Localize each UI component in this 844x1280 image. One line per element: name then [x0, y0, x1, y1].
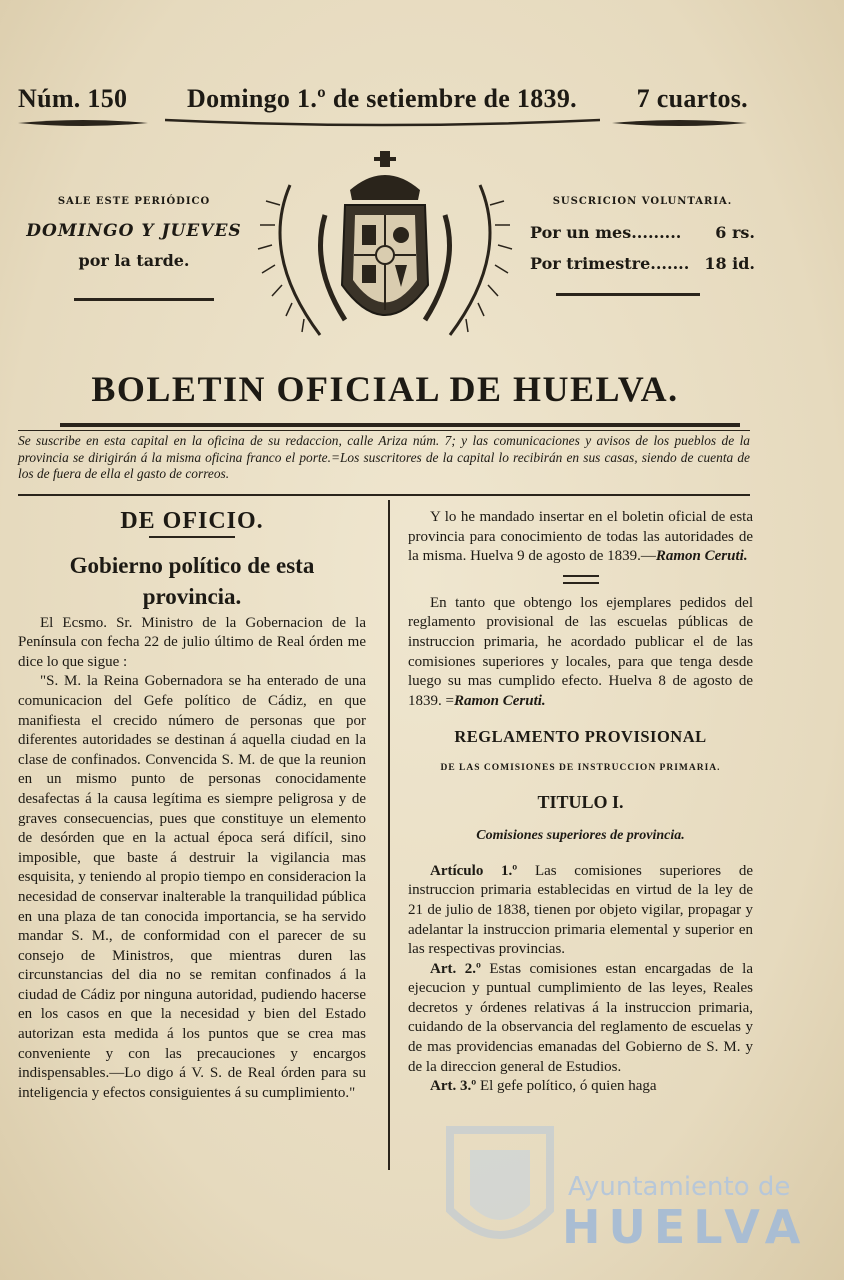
royal-coat-of-arms-icon [250, 145, 520, 360]
watermark-line1: Ayuntamiento de [568, 1172, 791, 1202]
article-1 [408, 862, 753, 960]
masthead [18, 84, 748, 118]
left-column [18, 508, 366, 1103]
article-text: El gefe político, ó quien haga [479, 1078, 657, 1095]
article-intro: El Ecsmo. Sr. Ministro de la Gobernacion de la Península con fecha 22 de julio último de Real órden me dice lo que sigue : [18, 614, 366, 670]
signature: Ramon Ceruti. [453, 692, 546, 709]
signature: Ramon Ceruti. [655, 548, 748, 565]
watermark-line2: HUELVA [562, 1200, 809, 1254]
separator-ornament [563, 575, 599, 584]
publication-schedule [24, 196, 244, 270]
price-row-month [530, 223, 755, 242]
issue-number: Núm. 150 [18, 84, 128, 113]
right-column [408, 508, 753, 1097]
newspaper-title: BOLETIN OFICIAL DE HUELVA. [91, 369, 679, 409]
order-text: Y lo he mandado insertar en el boletin oficial de esta provincia para conocimiento de todas las autoridades de la misma. Huelva 9 de agosto de 1839.— [408, 509, 753, 565]
notice-rule [18, 494, 750, 496]
price-label: Por trimestre....... [530, 254, 690, 273]
masthead-swash-center [165, 118, 600, 128]
section-heading: DE OFICIO. [120, 508, 264, 534]
price-value: 18 id. [704, 254, 755, 273]
title-rule-bottom [18, 430, 750, 431]
title-heading: TITULO I. [537, 791, 624, 812]
price-value: 6 rs. [715, 223, 755, 242]
article-number: Art. 2.º [430, 960, 481, 977]
subscription-rule [556, 293, 700, 296]
notice-text: En tanto que obtengo los ejemplares pedidos del reglamento provisional de las escuelas públicas de instruccion primaria, he acordado publicar el de las comisiones superiores y locales, para que tenga desde luego su mas cumplido efecto. Huelva 8 de agosto de 1839. = [408, 594, 753, 709]
masthead-swash-right [612, 118, 747, 128]
column-divider [388, 500, 390, 1170]
order-paragraph [408, 508, 753, 567]
issue-date: Domingo 1.º de setiembre de 1839. [187, 84, 577, 113]
article-number: Art. 3.º [430, 1078, 477, 1095]
article-text: Las comisiones superiores de instruccion primaria establecidas en virtud de la ley de 21 de julio de 1838, tienen por objeto vigilar, propagar y adelantar la instruccion primaria elemental y superior en las respectivas provincias. [408, 862, 753, 958]
regulation-title: REGLAMENTO PROVISIONAL [454, 727, 707, 747]
price-row-quarter [530, 254, 755, 273]
article-3 [408, 1077, 753, 1097]
regulation-subtitle: DE LAS COMISIONES DE INSTRUCCION PRIMARIA. [440, 762, 721, 773]
article-heading: Gobierno político de esta provincia. [69, 552, 315, 609]
schedule-heading: SALE ESTE PERIÓDICO [57, 196, 211, 207]
price-label: Por un mes......... [530, 223, 682, 242]
masthead-swash-left [18, 118, 148, 128]
article-number: Artículo 1.º [430, 862, 518, 879]
schedule-time: por la tarde. [78, 251, 190, 270]
schedule-rule [74, 298, 214, 301]
title-rule-top [60, 423, 740, 427]
issue-price: 7 cuartos. [636, 84, 748, 113]
article-body: "S. M. la Reina Gobernadora se ha enterado de una comunicacion del Gefe político de Cádiz, en que manifiesta el crecido número de personas que por diferentes autoridades se destinan á aquella ciudad en la clase de confinados. Convencida S. M. de que la reunion en un mismo punto de personas conocidamente desafectas á la causa legítima es siempre peligrosa y de graves consecuencias, pues que constituye un elemento de desórden que en la actual época será difícil, sino imposible, que baste á destruir la vigilancia mas esquisita, y teniendo al propio tiempo en consideracion la necesidad de conservar inalterable la tranquilidad pública en una plaza de tan conocida importancia, se ha servido mandar S. M., de conformidad con el parecer de su consejo de Ministros, que mientras duren las circunstancias del dia no se remitan confinados á la ciudad de Cádiz por ninguna autoridad, pudiendo hacerse en los casos en que la necesidad y bien del Estado autorizan esta medida á los puntos que se crea mas conveniente y con las precauciones y encargos indispensables.—Lo digo á V. S. de Real órden para su inteligencia y efectos consiguientes á su cumplimiento." [18, 673, 366, 1101]
article-text: Estas comisiones estan encargadas de la ejecucion y puntual cumplimiento de las leyes, Reales decretos y órdenes relativas á la instruccion primaria, cuidando de la observancia del reglamento de escuelas y de mas providencias emanadas del Gobierno de S. M. y de la direccion general de Estudios. [408, 960, 754, 1075]
section-rule [149, 536, 235, 538]
article-2 [408, 960, 753, 1078]
notice-paragraph [408, 594, 753, 712]
subscription-heading: SUSCRICION VOLUNTARIA. [552, 196, 733, 207]
schedule-days: DOMINGO Y JUEVES [26, 221, 242, 241]
chapter-heading: Comisiones superiores de provincia. [476, 828, 685, 844]
subscription-box [530, 196, 755, 273]
subscription-notice: Se suscribe en esta capital en la oficina de su redaccion, calle Ariza núm. 7; y las comunicaciones y avisos de los pueblos de la provincia se dirigirán á la misma oficina franco el porte.=Los suscritores de la capital lo recibirán en sus casas, siendo de cuenta de los de fuera de ella el gasto de correos. [18, 433, 750, 481]
